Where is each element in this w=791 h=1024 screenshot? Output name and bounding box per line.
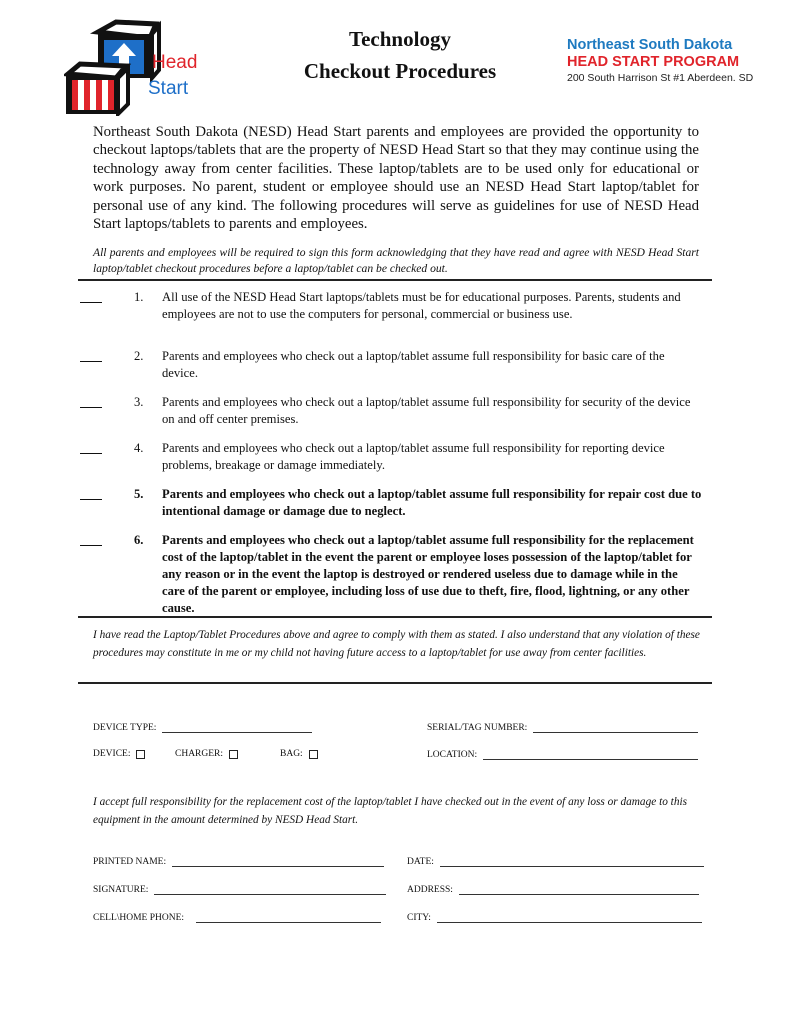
charger-checkbox[interactable] (229, 750, 238, 759)
procedure-number: 6. (134, 533, 144, 547)
address-input[interactable] (459, 884, 699, 895)
title-line-1: Technology (349, 27, 451, 51)
procedure-number: 3. (134, 395, 144, 409)
acceptance-statement: I accept full responsibility for the replacement cost of the laptop/tablet I have checked out in the event of any loss or damage to this equipment in the amount determined by NESD Head Start. (93, 796, 687, 826)
head-start-logo (64, 16, 214, 116)
logo-head-text: Head (152, 52, 198, 73)
serial-number-input[interactable] (533, 722, 698, 733)
procedure-number: 4. (134, 441, 144, 455)
signature-input[interactable] (154, 884, 386, 895)
phone-label: CELL\HOME PHONE: (93, 913, 185, 923)
bag-checkbox-field (280, 749, 318, 759)
org-address: 200 South Harrison St #1 Aberdeen. SD (567, 72, 754, 84)
procedure-number: 1. (134, 290, 144, 304)
device-checkbox[interactable] (136, 750, 145, 759)
initial-blank[interactable] (80, 302, 102, 303)
procedure-number: 2. (134, 349, 144, 363)
bottom-block-icon (66, 64, 128, 114)
phone-field (93, 912, 381, 923)
title-line-2: Checkout Procedures (303, 59, 497, 83)
org-name: Northeast South Dakota (567, 37, 733, 53)
procedure-text: Parents and employees who check out a laptop/tablet assume full responsibility for basic care of the device. (162, 349, 665, 380)
signature-label: SIGNATURE: (93, 885, 149, 895)
device-type-label: DEVICE TYPE: (93, 723, 157, 733)
bag-label: BAG: (280, 749, 303, 759)
city-label: CITY: (407, 913, 431, 923)
initial-blank[interactable] (80, 407, 102, 408)
serial-number-field (427, 722, 698, 733)
divider (78, 682, 712, 684)
program-name: HEAD START PROGRAM (567, 54, 740, 70)
charger-label: CHARGER: (175, 749, 224, 759)
location-input[interactable] (483, 749, 698, 760)
procedure-text: Parents and employees who check out a laptop/tablet assume full responsibility for repair cost due to intentional damage or damage due to neglect. (162, 487, 702, 518)
city-field (407, 912, 702, 923)
signature-field (93, 884, 386, 895)
agreement-statement: I have read the Laptop/Tablet Procedures above and agree to comply with them as stated. I also understand that any violation of these procedures may constitute in me or my child not having future access to a laptop/tablet for use away from center facilities. (93, 629, 700, 659)
procedure-text: All use of the NESD Head Start laptops/tablets must be for educational purposes. Parents, students and employees are not to use the computers for personal, commercial or business use. (162, 290, 681, 321)
location-label: LOCATION: (427, 750, 478, 760)
initial-blank[interactable] (80, 545, 102, 546)
intro-paragraph: Northeast South Dakota (NESD) Head Start parents and employees are provided the opportunity to checkout laptops/tablets that are the property of NESD Head Start so that they may continue using the technology away from center facilities. These laptop/tablets are to be used only for educational or work purposes. No parent, student or employee should use an NESD Head Start laptop/tablet for personal use of any kind. The following procedures will serve as guidelines for use of NESD Head Start laptops/tablets to parents and employees. (93, 124, 699, 233)
initial-blank[interactable] (80, 361, 102, 362)
date-label: DATE: (407, 857, 434, 867)
device-type-input[interactable] (162, 722, 312, 733)
divider (78, 279, 712, 281)
phone-input[interactable] (196, 912, 381, 923)
date-input[interactable] (440, 856, 704, 867)
date-field (407, 856, 704, 867)
location-field (427, 749, 698, 760)
procedure-number: 5. (134, 487, 144, 501)
printed-name-label: PRINTED NAME: (93, 857, 167, 867)
logo-start-text: Start (148, 78, 189, 99)
address-field (407, 884, 699, 895)
bag-checkbox[interactable] (309, 750, 318, 759)
charger-checkbox-field (175, 749, 238, 759)
procedure-text: Parents and employees who check out a laptop/tablet assume full responsibility for security of the device on and off center premises. (162, 395, 691, 426)
printed-name-input[interactable] (172, 856, 384, 867)
device-label: DEVICE: (93, 749, 131, 759)
serial-number-label: SERIAL/TAG NUMBER: (427, 723, 528, 733)
device-checkbox-field (93, 749, 145, 759)
procedure-text: Parents and employees who check out a laptop/tablet assume full responsibility for the replacement cost of the laptop/tablet in the event the parent or employee loses possession of the laptop/tablet for any reason or in the event the laptop is destroyed or rendered useless due to damage while in the care of the parent or employee, including loss of use due to theft, fire, flood, lightning, or any other cause. (162, 533, 694, 615)
device-type-field (93, 722, 312, 733)
procedure-text: Parents and employees who check out a laptop/tablet assume full responsibility for reporting device problems, breakage or damage immediately. (162, 441, 665, 472)
initial-blank[interactable] (80, 499, 102, 500)
initial-blank[interactable] (80, 453, 102, 454)
divider (78, 616, 712, 618)
signature-requirement-note: All parents and employees will be required to sign this form acknowledging that they have read and agree with NESD Head Start laptop/tablet checkout procedures before a laptop/tablet can be checked out. (93, 246, 699, 275)
city-input[interactable] (437, 912, 702, 923)
printed-name-field (93, 856, 384, 867)
address-label: ADDRESS: (407, 885, 453, 895)
